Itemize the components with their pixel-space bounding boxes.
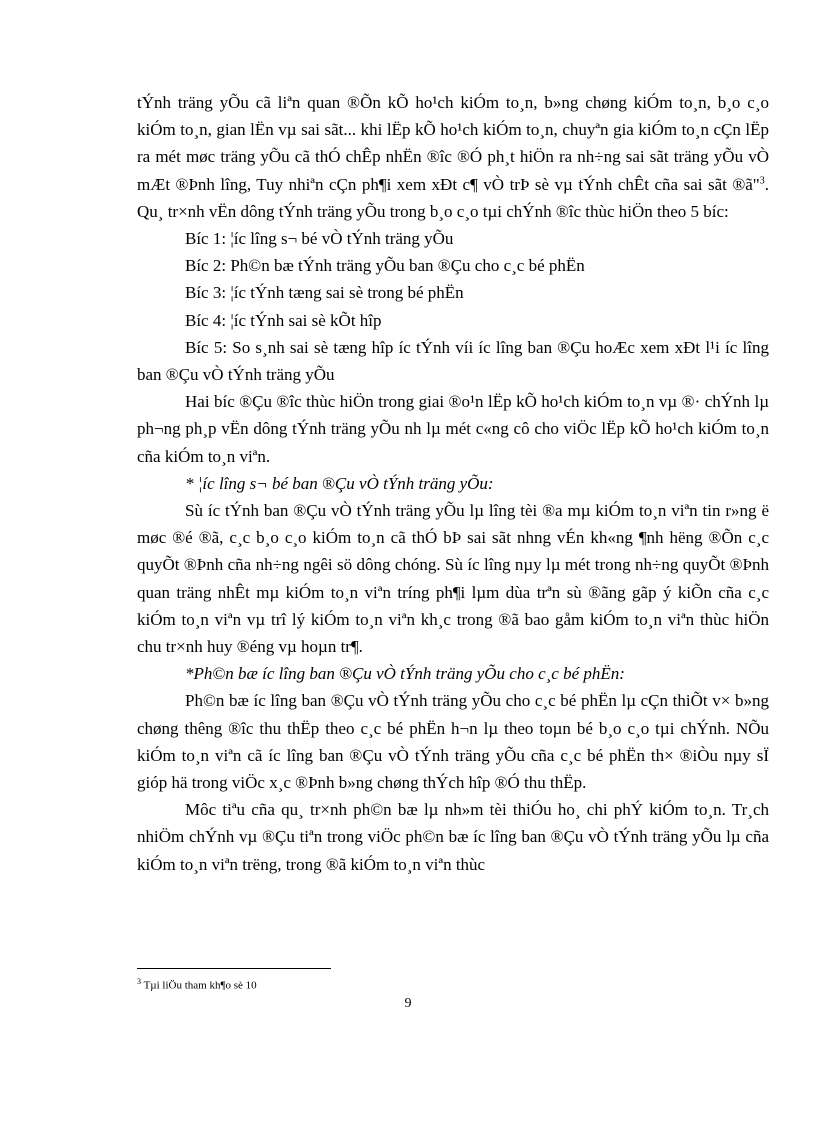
paragraph-5: Môc tiªu cña qu¸ tr×nh ph©n bæ lµ nh»m tèi thiÓu ho¸ chi phÝ kiÓm to¸n. Tr¸ch nhiÖm chÝnh vµ ®Çu tiªn trong viÖc ph©n bæ íc lîng ban ®Çu vÒ tÝnh träng yÕu lµ cña kiÓm to¸n viªn trëng, trong ®ã kiÓm to¸n viªn thùc	[137, 800, 769, 874]
page-number: 9	[404, 996, 412, 1011]
section-heading-2: *Ph©n bæ íc lîng ban ®Çu vÒ tÝnh träng yÕu cho c¸c bé phËn:	[185, 664, 625, 684]
footnote	[137, 977, 257, 992]
step-2: Bíc 2: Ph©n bæ tÝnh träng yÕu ban ®Çu cho c¸c bé phËn	[185, 256, 585, 276]
paragraph-2: Hai bíc ®Çu ®îc thùc hiÖn trong giai ®o¹n lËp kÕ ho¹ch kiÓm to¸n vµ ®· chÝnh lµ ph¬ng ph¸p vËn dông tÝnh träng yÕu nh lµ mét c«ng cô cho viÖc lËp kÕ ho¹ch kiÓm to¸n cña kiÓm to¸n viªn.	[137, 392, 769, 466]
paragraph-4: Ph©n bæ íc lîng ban ®Çu vÒ tÝnh träng yÕu cho c¸c bé phËn lµ cÇn thiÕt v× b»ng chøng thêng ®îc thu thËp theo c¸c bé phËn h¬n lµ theo toµn bé b¸o c¸o tµi chÝnh. NÕu kiÓm to¸n viªn cã íc lîng ban ®Çu vÒ tÝnh träng yÕu cña c¸c bé phËn th× ®iÒu nµy sÏ gióp hä trong viÖc x¸c ®Þnh b»ng chøng thÝch hîp ®Ó thu thËp.	[137, 691, 769, 793]
section-heading-1: * ¦íc lîng s¬ bé ban ®Çu vÒ tÝnh träng yÕu:	[185, 473, 494, 493]
footnote-number: 3	[137, 977, 141, 986]
body-text	[137, 89, 769, 878]
step-4: Bíc 4: ¦íc tÝnh sai sè kÕt hîp	[185, 310, 382, 330]
step-1: Bíc 1: ¦íc lîng s¬ bé vÒ tÝnh träng yÕu	[185, 229, 454, 249]
footnote-ref: 3	[759, 174, 765, 186]
paragraph-1: tÝnh träng yÕu cã liªn quan ®Õn kÕ ho¹ch kiÓm to¸n, b»ng chøng kiÓm to¸n, b¸o c¸o kiÓm to¸n, gian lËn vµ sai sãt... khi lËp kÕ ho¹ch kiÓm to¸n, chuyªn gia kiÓm to¸n cÇn lËp ra mét møc träng yÕu cã thÓ chÊp nhËn ®îc ®Ó ph¸t hiÖn ra nh÷ng sai sãt träng yÕu vÒ mÆt ®Þnh lîng, Tuy nhiªn cÇn ph¶i xem xÐt c¶ vÒ trÞ sè vµ tÝnh chÊt cña sai sãt ®ã"$^3$. Qu¸ tr×nh vËn dông tÝnh träng yÕu trong b¸o c¸o tµi chÝnh ®îc thùc hiÖn theo 5 bíc:	[137, 93, 769, 221]
paragraph-3: Sù íc tÝnh ban ®Çu vÒ tÝnh träng yÕu lµ lîng tèi ®a mµ kiÓm to¸n viªn tin r»ng ë møc ®é ®ã, c¸c b¸o c¸o kiÓm to¸n cã thÓ bÞ sai sãt nhng vÉn kh«ng ¶nh hëng ®Õn c¸c quyÕt ®Þnh cña nh÷ng ngêi sö dông chóng. Sù íc lîng nµy lµ mét trong nh÷ng quyÕt ®Þnh quan träng nhÊt mµ kiÓm to¸n viªn tríng ph¶i lµm dùa trªn sù ®ãng gãp ý kiÕn cña c¸c kiÓm to¸n viªn vµ trî lý kiÓm to¸n viªn kh¸c trong ®ã bao gåm kiÓm to¸n viªn thùc hiÖn chu tr×nh huy ®éng vµ hoµn tr¶.	[137, 501, 769, 657]
footnote-divider	[137, 968, 331, 969]
footnote-text: Tµi liÖu tham kh¶o sè 10	[143, 979, 257, 992]
step-5: Bíc 5: So s¸nh sai sè tæng hîp íc tÝnh víi íc lîng ban ®Çu hoÆc xem xÐt l¹i íc lîng ban ®Çu vÒ tÝnh träng yÕu	[137, 337, 769, 385]
step-3: Bíc 3: ¦íc tÝnh tæng sai sè trong bé phËn	[185, 283, 464, 303]
